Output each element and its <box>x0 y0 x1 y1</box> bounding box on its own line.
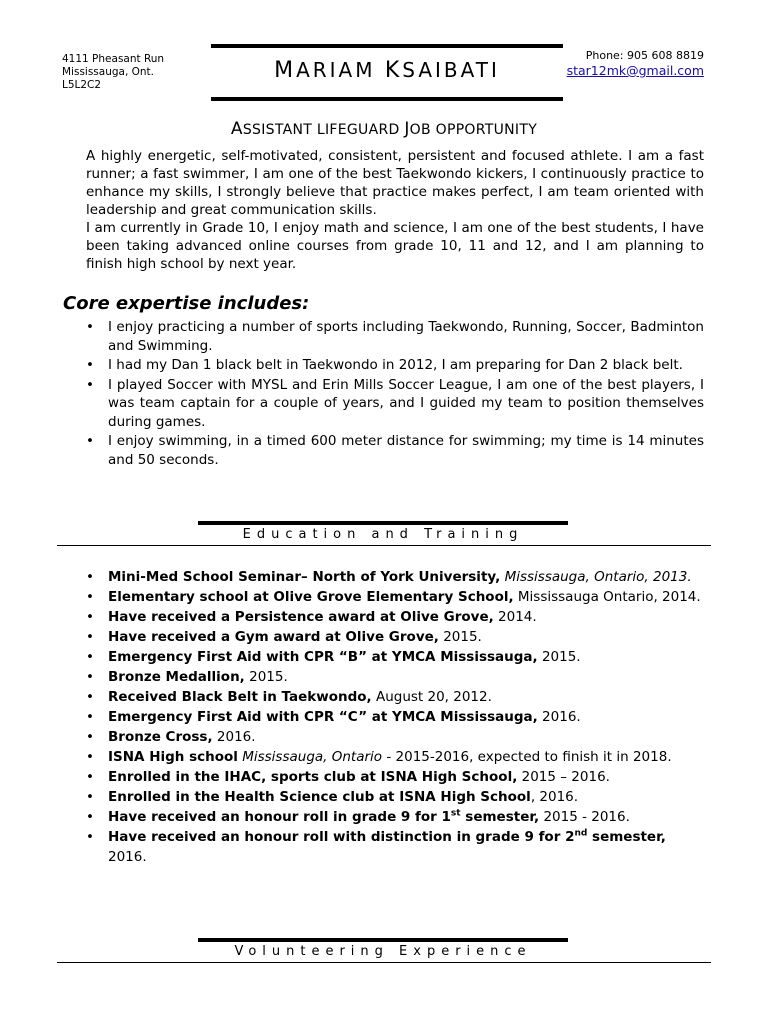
email-link[interactable]: star12mk@gmail.com <box>566 63 704 78</box>
intro-paragraphs <box>86 147 704 273</box>
list-item: • Have received an honour roll with distinction in grade 9 for 2nd semester, 2016. <box>86 828 666 865</box>
list-item: • I enjoy practicing a number of sports including Taekwondo, Running, Soccer, Badminton and Swimming. <box>86 319 704 354</box>
list-item: • Have received a Gym award at Olive Grove, 2015. <box>86 629 482 645</box>
list-item: • Have received a Persistence award at Olive Grove, 2014. <box>86 609 537 625</box>
list-item: • Mini-Med School Seminar– North of York University, Mississauga, Ontario, 2013. <box>86 569 692 585</box>
list-item: • Bronze Medallion, 2015. <box>86 669 288 685</box>
list-item: • Have received an honour roll in grade 9 for 1st semester, 2015 - 2016. <box>86 808 630 825</box>
job-title: ASSISTANT LIFEGUARD JOB OPPORTUNITY <box>230 119 538 139</box>
education-bottom-rule <box>57 545 711 546</box>
header-bottom-rule <box>211 97 563 101</box>
bullet: • <box>86 433 94 449</box>
address-line-1: 4111 Pheasant Run <box>62 53 165 65</box>
list-item: • Received Black Belt in Taekwondo, August 20, 2012. <box>86 689 492 705</box>
list-item: • Bronze Cross, 2016. <box>86 729 256 745</box>
volunteering-top-rule <box>198 938 568 942</box>
header-top-rule <box>211 44 563 48</box>
address-line-2: Mississauga, Ont. <box>62 66 155 78</box>
list-item: • ISNA High school Mississauga, Ontario - 2015-2016, expected to finish it in 2018. <box>86 749 672 765</box>
volunteering-heading: Volunteering Experience <box>234 944 532 959</box>
contact-block <box>564 48 704 79</box>
list-item: • Emergency First Aid with CPR “B” at YMCA Mississauga, 2015. <box>86 649 581 665</box>
address-line-3: L5L2C2 <box>62 79 102 91</box>
list-item: • I played Soccer with MYSL and Erin Mills Soccer League, I am one of the best players, I was team captain for a couple of years, and I guided my team to position themselves during games. <box>86 376 704 430</box>
education-top-rule <box>198 521 568 525</box>
list-item: • Emergency First Aid with CPR “C” at YMCA Mississauga, 2016. <box>86 709 581 725</box>
phone: Phone: 905 608 8819 <box>585 49 704 62</box>
list-item: • I enjoy swimming, in a timed 600 meter distance for swimming; my time is 14 minutes and 50 seconds. <box>86 433 704 468</box>
intro-paragraph: A highly energetic, self-motivated, consistent, persistent and focused athlete. I am a fast runner; a fast swimmer, I am one of the best Taekwondo kickers, I continuously practice to enhance my skills, I strongly believe that practice makes perfect, I am team oriented with leadership and great communication skills. <box>86 148 704 218</box>
volunteering-bottom-rule <box>57 962 711 963</box>
address-block <box>62 53 164 92</box>
list-item: • Enrolled in the IHAC, sports club at ISNA High School, 2015 – 2016. <box>86 769 610 785</box>
list-item: • I had my Dan 1 black belt in Taekwondo in 2012, I am preparing for Dan 2 black belt. <box>86 357 683 373</box>
bullet: • <box>86 357 94 373</box>
list-item: • Elementary school at Olive Grove Elementary School, Mississauga Ontario, 2014. <box>86 589 701 605</box>
candidate-name: MARIAM KSAIBATI <box>274 58 500 83</box>
bullet: • <box>86 319 94 335</box>
intro-paragraph: I am currently in Grade 10, I enjoy math and science, I am one of the best students, I have been taking advanced online courses from grade 10, 11 and 12, and I am planning to finish high school by next year. <box>86 220 704 272</box>
education-list <box>86 568 706 868</box>
bullet: • <box>86 376 94 393</box>
core-expertise-heading: Core expertise includes: <box>63 293 310 314</box>
list-item: • Enrolled in the Health Science club at ISNA High School, 2016. <box>86 789 579 805</box>
education-heading: Education and Training <box>242 527 524 542</box>
core-expertise-list <box>86 318 704 470</box>
